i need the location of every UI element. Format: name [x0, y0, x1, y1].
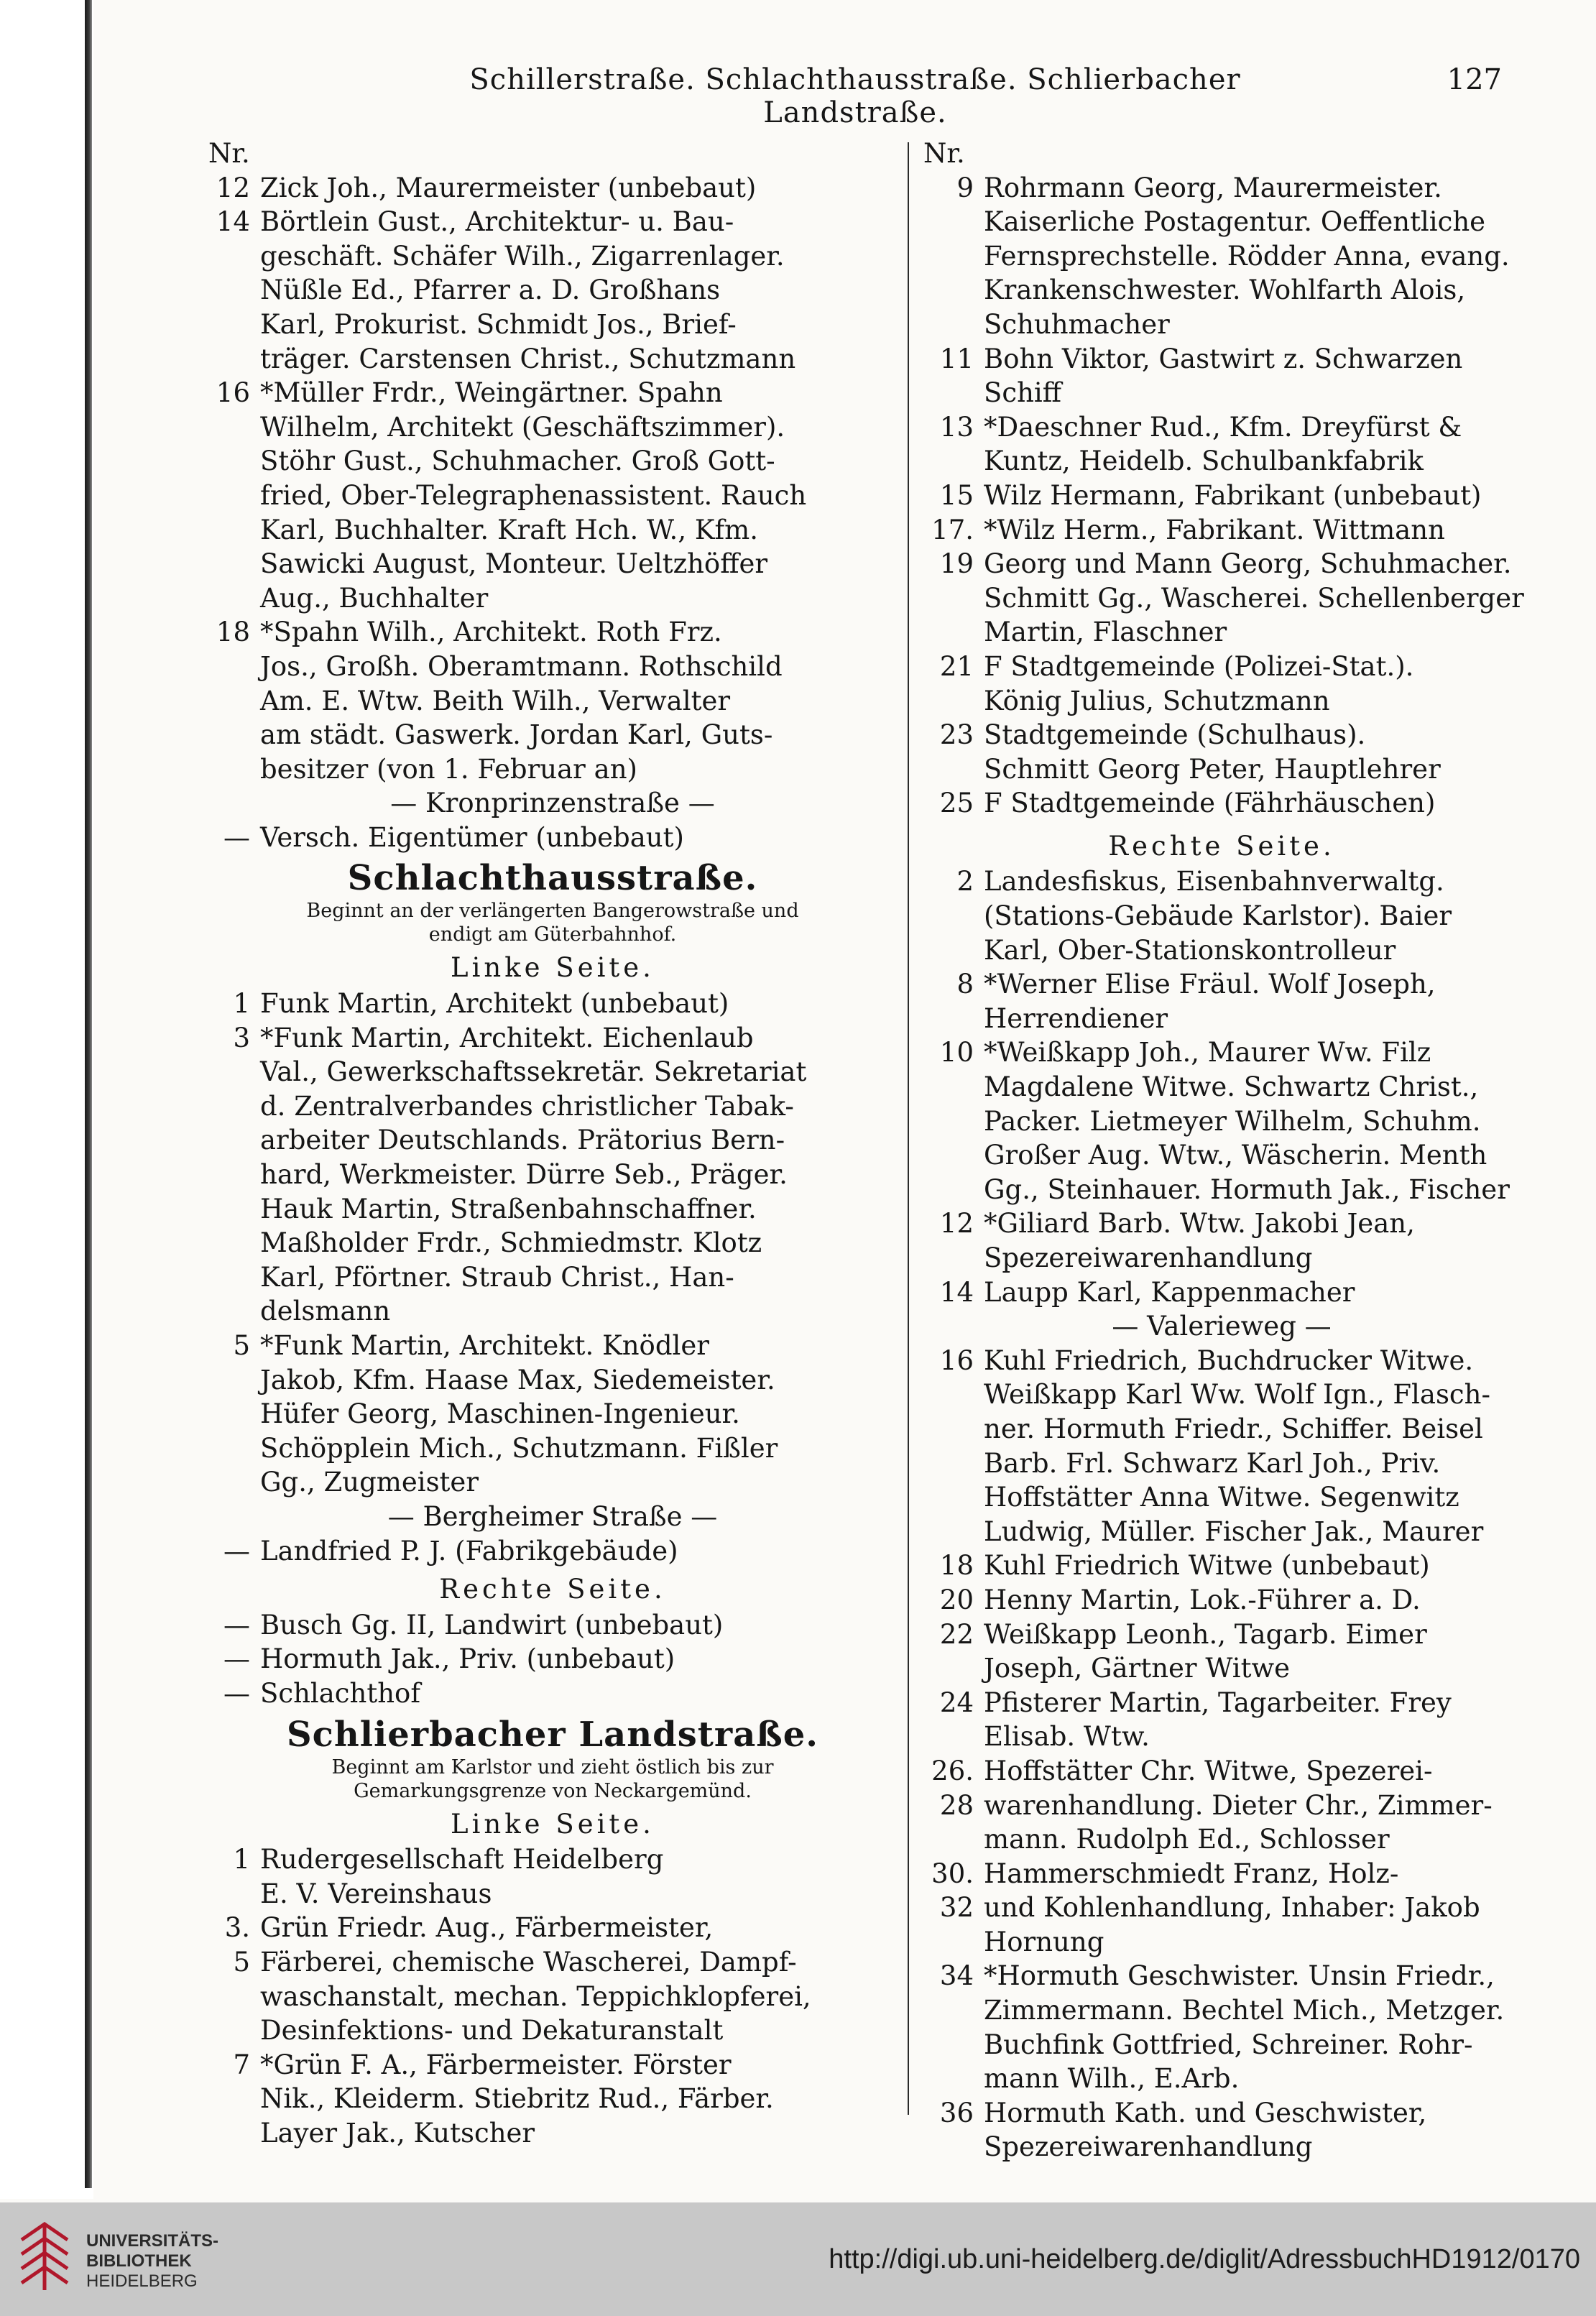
- entry-line: *Wilz Herm., Fabrikant. Wittmann: [984, 514, 1445, 545]
- source-url-link[interactable]: http://digi.ub.uni-heidelberg.de/diglit/AdressbuchHD1912/0170: [829, 2244, 1580, 2274]
- directory-entry: [923, 1275, 1520, 1310]
- entry-text: [260, 1642, 897, 1676]
- directory-entry: [208, 1676, 897, 1711]
- house-number: 3. 5: [224, 1912, 250, 1978]
- house-number: —: [223, 821, 250, 853]
- nr-label: Nr.: [208, 138, 250, 169]
- entry-text: [260, 1534, 897, 1569]
- entry-line: *Spahn Wilh., Architekt. Roth Frz.: [260, 617, 722, 648]
- house-number: 16: [216, 377, 250, 409]
- entry-line: Gg., Zugmeister: [260, 1467, 479, 1498]
- entry-text: [260, 1842, 897, 1911]
- entry-line: Henny Martin, Lok.-Führer a. D.: [984, 1584, 1421, 1615]
- entry-line: d. Zentralverbandes christlicher Tabak-: [260, 1090, 794, 1122]
- entry-text: [260, 205, 897, 376]
- entry-line: Grün Friedr. Aug., Färbermeister,: [260, 1912, 714, 1944]
- entry-text: [984, 786, 1520, 821]
- entry-line: *Daeschner Rud., Kfm. Dreyfürst &: [984, 411, 1462, 443]
- entry-line: *Weißkapp Joh., Maurer Ww. Filz: [984, 1037, 1431, 1069]
- entries-schlachthausstrasse-right: [208, 1608, 897, 1711]
- entry-text: [260, 171, 897, 206]
- directory-entry: [208, 2048, 897, 2151]
- entry-text: [260, 1608, 897, 1643]
- entry-unbebaut: [208, 821, 897, 855]
- directory-entry: [923, 1754, 1520, 1857]
- scan-margin: [0, 0, 93, 2199]
- entry-line: Schmitt Georg Peter, Hauptlehrer: [984, 753, 1441, 785]
- entry-line: *Werner Elise Fräul. Wolf Joseph,: [984, 969, 1436, 1000]
- directory-entry: [923, 171, 1520, 342]
- entries-schlierbacher-left: [208, 1842, 897, 2150]
- entry-text: [260, 1021, 897, 1329]
- entry-text: [984, 1857, 1520, 1960]
- entry-line: Hoffstätter Anna Witwe. Segenwitz: [984, 1482, 1459, 1513]
- house-number: 18: [216, 617, 250, 648]
- entry-line: Nüßle Ed., Pfarrer a. D. Großhans: [260, 274, 721, 306]
- directory-entry: [923, 650, 1520, 718]
- house-number: 23: [939, 719, 974, 751]
- street-description-line: Gemarkungsgrenze von Neckargemünd.: [354, 1779, 752, 1802]
- entry-line: Hormuth Kath. und Geschwister,: [984, 2097, 1427, 2128]
- entry-line: Hoffstätter Chr. Witwe, Spezerei-: [984, 1755, 1433, 1786]
- entry-text: [984, 410, 1520, 479]
- entry-line: *Müller Frdr., Weingärtner. Spahn: [260, 377, 723, 409]
- entry-line: am städt. Gaswerk. Jordan Karl, Guts-: [260, 719, 773, 751]
- entry-line: Nik., Kleiderm. Stiebritz Rud., Färber.: [260, 2083, 774, 2115]
- entry-line: Sawicki August, Monteur. Ueltzhöffer: [260, 548, 768, 580]
- entry-line: Elisab. Wtw.: [984, 1721, 1150, 1753]
- library-name-line: BIBLIOTHEK: [86, 2251, 192, 2271]
- entry-line: Maßholder Frdr., Schmiedmstr. Klotz: [260, 1227, 762, 1259]
- entry-text: [984, 1618, 1520, 1686]
- entry-fabrikgebaeude: [208, 1534, 897, 1569]
- house-number: 13: [939, 411, 974, 443]
- house-number: 17. 19: [931, 514, 974, 580]
- entries-schlierbacher-right: [923, 864, 1520, 1309]
- entry-text: [984, 1344, 1520, 1549]
- entry-line: Färberei, chemische Wascherei, Dampf-: [260, 1946, 797, 1978]
- entry-line: Pfisterer Martin, Tagarbeiter. Frey: [984, 1687, 1452, 1718]
- house-number: 16: [939, 1344, 974, 1376]
- house-number: 9: [956, 172, 974, 203]
- house-number: 34: [939, 1960, 974, 1992]
- directory-entry: [923, 1549, 1520, 1583]
- house-number: 11: [939, 343, 974, 374]
- entry-text: [260, 987, 897, 1021]
- entry-line: Val., Gewerkschaftssekretär. Sekretariat: [260, 1056, 807, 1088]
- entry-line: mann. Rudolph Ed., Schlosser: [984, 1824, 1390, 1855]
- directory-entry: [923, 1583, 1520, 1618]
- cross-street: — Kronprinzenstraße —: [390, 788, 715, 819]
- entry-line: Hüfer Georg, Maschinen-Ingenieur.: [260, 1398, 740, 1430]
- entry-line: Hammerschmiedt Franz, Holz-: [984, 1858, 1399, 1889]
- directory-entry: [208, 1329, 897, 1500]
- directory-entry: [208, 1642, 897, 1676]
- entry-text: [260, 821, 897, 855]
- entry-line: Kuntz, Heidelb. Schulbankfabrik: [984, 446, 1424, 477]
- house-number: 1: [233, 1844, 250, 1876]
- directory-entry: [208, 1534, 897, 1569]
- directory-entry: [923, 967, 1520, 1035]
- entry-line: *Grün F. A., Färbermeister. Förster: [260, 2049, 732, 2080]
- entry-line: Gg., Steinhauer. Hormuth Jak., Fischer: [984, 1173, 1510, 1205]
- entry-line: *Giliard Barb. Wtw. Jakobi Jean,: [984, 1208, 1415, 1240]
- entries-schlierbacher-right-cont: [923, 1344, 1520, 2164]
- entry-text: [260, 2048, 897, 2151]
- binding-edge: [85, 0, 92, 2188]
- street-description-line: Beginnt an der verlängerten Bangerowstraße und: [306, 900, 799, 923]
- directory-entry: [208, 1021, 897, 1329]
- entry-text: [260, 1329, 897, 1500]
- directory-entry: [923, 864, 1520, 967]
- street-description-line: Beginnt am Karlstor und zieht östlich bis zur: [331, 1756, 774, 1778]
- house-number: 10: [939, 1037, 974, 1069]
- entry-line: Schuhmacher: [984, 308, 1170, 340]
- entry-line: mann Wilh., E.Arb.: [984, 2063, 1240, 2095]
- entry-line: arbeiter Deutschlands. Prätorius Bern-: [260, 1125, 785, 1156]
- entries-schillerstrasse-right: [923, 171, 1524, 821]
- entry-text: [984, 1754, 1520, 1857]
- house-number: —: [223, 1535, 250, 1567]
- entry-line: waschanstalt, mechan. Teppichklopferei,: [260, 1980, 811, 2012]
- entry-line: Packer. Lietmeyer Wilhelm, Schuhm.: [984, 1105, 1481, 1137]
- directory-entry: [208, 1842, 897, 1911]
- entry-text: [260, 615, 897, 786]
- directory-entry: [923, 786, 1520, 821]
- side-heading: Linke Seite.: [451, 1808, 655, 1840]
- entry-line: Joseph, Gärtner Witwe: [984, 1653, 1291, 1684]
- side-heading: Linke Seite.: [451, 952, 655, 984]
- directory-entry: [923, 1857, 1520, 1960]
- page-number: 127: [1447, 63, 1502, 96]
- directory-entry: [923, 1618, 1520, 1686]
- entry-line: Hormuth Jak., Priv. (unbebaut): [260, 1643, 675, 1675]
- house-number: 30. 32: [931, 1858, 974, 1924]
- library-name-line: UNIVERSITÄTS-: [86, 2231, 219, 2251]
- directory-entry: [923, 479, 1520, 513]
- entry-line: Schöpplein Mich., Schutzmann. Fißler: [260, 1432, 778, 1464]
- entry-line: Börtlein Gust., Architektur- u. Bau-: [260, 206, 734, 238]
- house-number: 14: [216, 206, 250, 238]
- entry-line: Karl, Prokurist. Schmidt Jos., Brief-: [260, 308, 737, 340]
- entry-text: [260, 1676, 897, 1711]
- directory-entry: [208, 171, 897, 206]
- directory-entry: [208, 615, 897, 786]
- entry-line: Jakob, Kfm. Haase Max, Siedemeister.: [260, 1364, 775, 1395]
- directory-entry: [923, 513, 1524, 650]
- entry-line: Jos., Großh. Oberamtmann. Rothschild: [260, 650, 783, 682]
- entry-line: Magdalene Witwe. Schwartz Christ.,: [984, 1071, 1479, 1103]
- house-number: 18: [939, 1550, 974, 1582]
- entry-line: Weißkapp Karl Ww. Wolf Ign., Flasch-: [984, 1379, 1490, 1411]
- street-description: [208, 1756, 897, 1803]
- house-number: 22: [939, 1618, 974, 1650]
- entry-line: Schlachthof: [260, 1677, 421, 1709]
- entry-line: Martin, Flaschner: [984, 617, 1227, 648]
- entry-line: Herrendiener: [984, 1002, 1168, 1034]
- entry-line: Karl, Pförtner. Straub Christ., Han-: [260, 1261, 734, 1293]
- entry-line: Spezereiwarenhandlung: [984, 1242, 1313, 1273]
- directory-entry: [208, 376, 897, 615]
- entry-line: Laupp Karl, Kappenmacher: [984, 1276, 1355, 1308]
- entry-line: besitzer (von 1. Februar an): [260, 753, 637, 785]
- entry-text: [984, 1686, 1520, 1754]
- side-heading: Rechte Seite.: [439, 1574, 666, 1605]
- directory-page: [97, 0, 1596, 2199]
- house-number: 14: [939, 1276, 974, 1308]
- directory-entry: [208, 987, 897, 1021]
- street-description: [208, 899, 897, 946]
- entry-line: Stöhr Gust., Schuhmacher. Groß Gott-: [260, 446, 775, 477]
- column-divider: [908, 142, 909, 2115]
- entry-line: Rudergesellschaft Heidelberg: [260, 1844, 664, 1876]
- cross-street: — Bergheimer Straße —: [387, 1500, 718, 1532]
- directory-entry: [923, 342, 1520, 410]
- entry-line: Busch Gg. II, Landwirt (unbebaut): [260, 1609, 724, 1641]
- entry-text: [260, 1911, 897, 2047]
- house-number: 20: [939, 1584, 974, 1615]
- entry-text: [984, 1959, 1520, 2095]
- entry-line: Karl, Buchhalter. Kraft Hch. W., Kfm.: [260, 514, 759, 545]
- entry-line: Ludwig, Müller. Fischer Jak., Maurer: [984, 1515, 1484, 1547]
- entry-text: [984, 650, 1520, 718]
- entry-line: geschäft. Schäfer Wilh., Zigarrenlager.: [260, 240, 785, 272]
- entries-schillerstrasse-left: [208, 171, 897, 787]
- house-number: 26. 28: [931, 1755, 974, 1821]
- entry-text: [260, 376, 897, 615]
- entry-line: Stadtgemeinde (Schulhaus).: [984, 719, 1366, 751]
- entry-text: [984, 171, 1520, 342]
- directory-entry: [208, 1911, 897, 2047]
- entry-line: Desinfektions- und Dekaturanstalt: [260, 2015, 724, 2047]
- entry-text: [984, 967, 1520, 1035]
- directory-entry: [923, 1344, 1520, 1549]
- running-title: Schillerstraße. Schlachthausstraße. Schlierbacher Landstraße.: [469, 63, 1241, 129]
- entries-schlachthausstrasse-left: [208, 987, 897, 1500]
- entry-line: Wilz Hermann, Fabrikant (unbebaut): [984, 479, 1482, 511]
- entry-line: Hauk Martin, Straßenbahnschaffner.: [260, 1193, 757, 1224]
- house-number: 25: [939, 788, 974, 819]
- entry-text: [984, 342, 1520, 410]
- entry-line: Georg und Mann Georg, Schuhmacher.: [984, 548, 1512, 580]
- directory-entry: [923, 718, 1520, 786]
- entry-line: Rohrmann Georg, Maurermeister.: [984, 172, 1442, 203]
- entry-line: Aug., Buchhalter: [260, 582, 489, 614]
- entry-line: Krankenschwester. Wohlfarth Alois,: [984, 274, 1466, 306]
- entry-line: *Funk Martin, Architekt. Eichenlaub: [260, 1022, 754, 1053]
- library-logo-text: [86, 2231, 218, 2292]
- entry-line: warenhandlung. Dieter Chr., Zimmer-: [984, 1789, 1493, 1821]
- entry-line: Zimmermann. Bechtel Mich., Metzger.: [984, 1995, 1505, 2026]
- entry-line: ner. Hormuth Friedr., Schiffer. Beisel: [984, 1413, 1483, 1444]
- entry-line: Buchfink Gottfried, Schreiner. Rohr-: [984, 2029, 1473, 2060]
- house-number: 21: [939, 650, 974, 682]
- entry-line: Fernsprechstelle. Rödder Anna, evang.: [984, 240, 1510, 272]
- entry-line: F Stadtgemeinde (Polizei-Stat.).: [984, 650, 1414, 682]
- entry-text: [984, 1035, 1520, 1207]
- entry-line: *Funk Martin, Architekt. Knödler: [260, 1330, 709, 1361]
- library-city-line: HEIDELBERG: [86, 2271, 198, 2291]
- entry-line: Landfried P. J. (Fabrikgebäude): [260, 1535, 678, 1567]
- street-title: Schlierbacher Landstraße.: [286, 1714, 819, 1755]
- entry-text: [984, 1549, 1520, 1583]
- house-number: 3: [233, 1022, 250, 1053]
- digitization-footer: [0, 2202, 1596, 2316]
- directory-entry: [208, 205, 897, 376]
- directory-entry: [923, 1686, 1520, 1754]
- entry-line: Kuhl Friedrich Witwe (unbebaut): [984, 1550, 1430, 1582]
- entry-text: [984, 1275, 1520, 1310]
- house-number: 12: [939, 1208, 974, 1240]
- house-number: 8: [956, 969, 974, 1000]
- entry-text: [984, 479, 1520, 513]
- side-heading: Rechte Seite.: [1108, 830, 1335, 862]
- entry-text: [984, 1583, 1520, 1618]
- entry-line: *Hormuth Geschwister. Unsin Friedr.,: [984, 1960, 1495, 1992]
- entry-line: Barb. Frl. Schwarz Karl Joh., Priv.: [984, 1447, 1441, 1479]
- directory-entry: [923, 1035, 1520, 1207]
- house-number: 2: [956, 866, 974, 898]
- directory-entry: [923, 1959, 1520, 2095]
- entry-line: Schiff: [984, 377, 1062, 409]
- entry-line: Landesfiskus, Eisenbahnverwaltg.: [984, 866, 1444, 898]
- entry-line: Karl, Ober-Stationskontrolleur: [984, 934, 1396, 966]
- entry-line: Weißkapp Leonh., Tagarb. Eimer: [984, 1618, 1427, 1650]
- directory-entry: [208, 1608, 897, 1643]
- directory-entry: [923, 410, 1520, 479]
- entry-line: Wilhelm, Architekt (Geschäftszimmer).: [260, 411, 785, 443]
- entry-text: [984, 718, 1520, 786]
- entry-line: Am. E. Wtw. Beith Wilh., Verwalter: [260, 685, 731, 716]
- entry-line: Zick Joh., Maurermeister (unbebaut): [260, 172, 757, 203]
- cross-street: — Valerieweg —: [1112, 1311, 1332, 1342]
- entry-text: [984, 2096, 1520, 2164]
- entry-line: und Kohlenhandlung, Inhaber: Jakob: [984, 1892, 1480, 1924]
- entry-text: [984, 864, 1520, 967]
- entry-line: E. V. Vereinshaus: [260, 1878, 492, 1909]
- house-number: 36: [939, 2097, 974, 2128]
- entry-line: träger. Carstensen Christ., Schutzmann: [260, 343, 796, 374]
- entry-line: Kaiserliche Postagentur. Oeffentliche: [984, 206, 1486, 238]
- directory-entry: [923, 1207, 1520, 1275]
- entry-line: Versch. Eigentümer (unbebaut): [260, 821, 684, 853]
- entry-line: Funk Martin, Architekt (unbebaut): [260, 988, 729, 1020]
- entry-text: [984, 513, 1524, 650]
- house-number: —: [223, 1609, 250, 1641]
- left-column: [208, 137, 897, 2150]
- house-number: 1: [233, 988, 250, 1020]
- entry-line: Kuhl Friedrich, Buchdrucker Witwe.: [984, 1344, 1474, 1376]
- entry-line: fried, Ober-Telegraphenassistent. Rauch: [260, 479, 807, 511]
- entry-line: F Stadtgemeinde (Fährhäuschen): [984, 788, 1436, 819]
- entry-line: Bohn Viktor, Gastwirt z. Schwarzen: [984, 343, 1463, 374]
- street-title: Schlachthausstraße.: [347, 858, 758, 899]
- house-number: 7: [233, 2049, 250, 2080]
- entry-line: Layer Jak., Kutscher: [260, 2117, 535, 2149]
- right-column: [923, 137, 1524, 2164]
- book-stack-logo-icon: [16, 2218, 73, 2297]
- entry-line: Hornung: [984, 1926, 1104, 1957]
- entry-line: hard, Werkmeister. Dürre Seb., Präger.: [260, 1159, 788, 1191]
- directory-entry: [208, 821, 897, 855]
- entry-text: [984, 1207, 1520, 1275]
- nr-label: Nr.: [923, 138, 965, 169]
- entry-line: Großer Aug. Wtw., Wäscherin. Menth: [984, 1140, 1487, 1171]
- entry-line: delsmann: [260, 1296, 391, 1327]
- entry-line: (Stations-Gebäude Karlstor). Baier: [984, 900, 1452, 932]
- house-number: 12: [216, 172, 250, 203]
- directory-entry: [923, 2096, 1520, 2164]
- house-number: 5: [233, 1330, 250, 1361]
- house-number: —: [223, 1677, 250, 1709]
- entry-line: Spezereiwarenhandlung: [984, 2131, 1313, 2163]
- street-description-line: endigt am Güterbahnhof.: [428, 923, 677, 946]
- house-number: 15: [939, 479, 974, 511]
- house-number: 24: [939, 1687, 974, 1718]
- entry-line: König Julius, Schutzmann: [984, 685, 1330, 716]
- entry-line: Schmitt Gg., Wascherei. Schellenberger: [984, 582, 1524, 614]
- house-number: —: [223, 1643, 250, 1675]
